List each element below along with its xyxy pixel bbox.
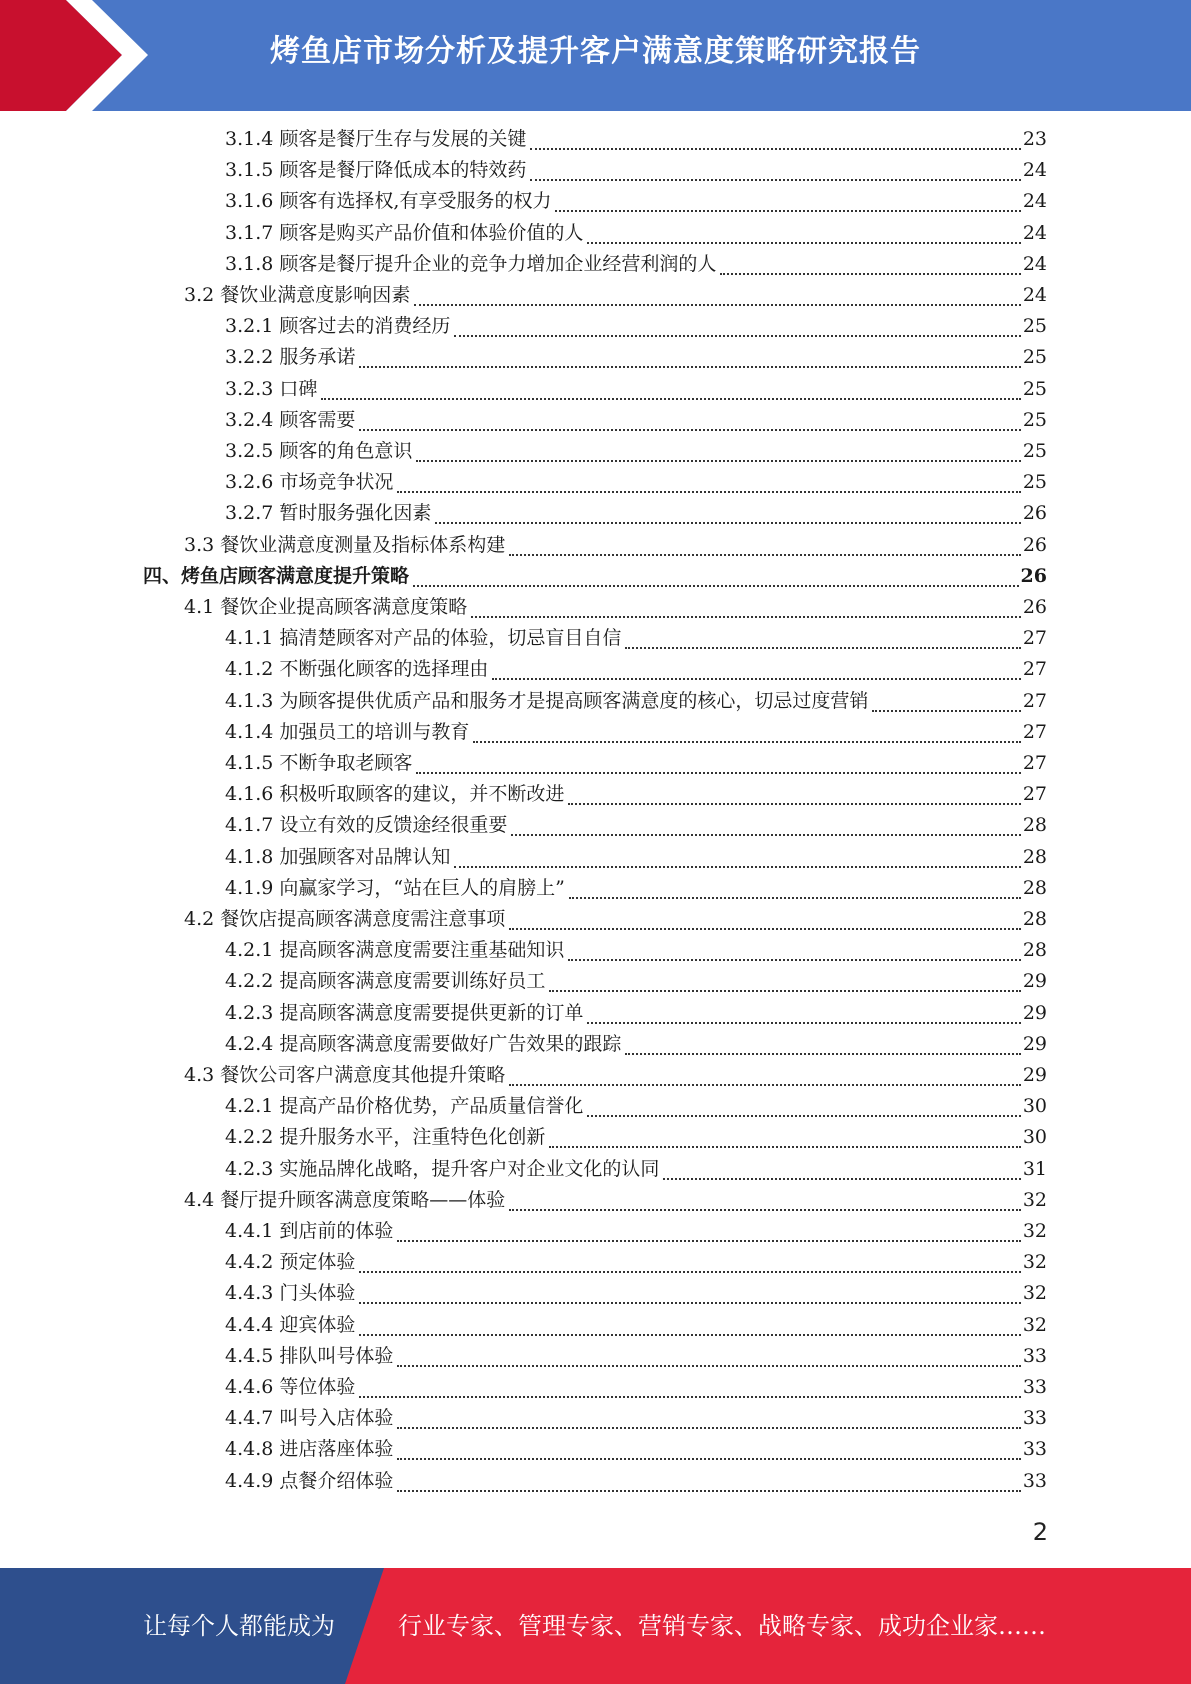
toc-leader-dots [569,897,1021,899]
toc-entry-number: 4.4.6 [225,1376,274,1398]
toc-entry-title [225,218,587,249]
toc-entry-label: 餐饮业满意度测量及指标体系构建 [220,534,506,556]
toc-leader-dots [568,803,1020,805]
toc-entry-page: 28 [1022,908,1047,930]
toc-entry-page: 27 [1022,658,1047,680]
toc-entry-label: 等位体验 [279,1376,356,1398]
toc-entry-number: 3.2.2 [225,346,274,368]
toc-entry-title [225,1341,397,1372]
toc-entry[interactable] [225,998,1047,1029]
toc-entry[interactable] [225,249,1047,280]
toc-leader-dots [414,304,1021,306]
toc-entry-page: 27 [1022,752,1047,774]
toc-entry-number: 4.4.4 [225,1314,274,1336]
toc-entry[interactable] [225,1247,1047,1278]
toc-leader-dots [359,1396,1020,1398]
toc-leader-dots [509,1084,1021,1086]
toc-entry[interactable] [225,1434,1047,1465]
toc-entry-title [184,1060,509,1091]
toc-entry-number: 3.3 [184,534,215,556]
toc-entry[interactable] [184,1185,1047,1216]
toc-entry-page: 28 [1022,877,1047,899]
toc-entry-title [225,311,454,342]
toc-entry-label: 加强员工的培训与教育 [279,721,470,743]
toc-leader-dots [625,1053,1020,1055]
toc-entry-title [225,1029,625,1060]
toc-entry-page: 27 [1022,627,1047,649]
toc-leader-dots [435,522,1020,524]
toc-entry-title [225,342,359,373]
toc-leader-dots [511,834,1020,836]
toc-entry-number: 4.1 [184,596,215,618]
toc-entry[interactable] [225,311,1047,342]
toc-entry-page: 25 [1022,440,1047,462]
toc-leader-dots [397,1365,1020,1367]
toc-entry-label: 不断强化顾客的选择理由 [279,658,489,680]
toc-entry-page: 25 [1022,346,1047,368]
toc-entry-page: 27 [1022,721,1047,743]
toc-entry-page: 28 [1022,814,1047,836]
toc-entry-number: 4.1.4 [225,721,274,743]
toc-leader-dots [359,366,1020,368]
toc-entry-label: 提高顾客满意度需要做好广告效果的跟踪 [279,1033,622,1055]
toc-entry-number: 3.2 [184,284,215,306]
toc-entry-number: 4.4.9 [225,1470,274,1492]
toc-entry-label: 提高顾客满意度需要注重基础知识 [279,939,565,961]
toc-entry-page: 26 [1022,534,1047,556]
toc-leader-dots [587,1022,1020,1024]
toc-entry[interactable] [225,1216,1047,1247]
toc-entry[interactable] [225,842,1047,873]
toc-entry-page: 29 [1022,970,1047,992]
toc-entry-page: 24 [1022,284,1047,306]
footer-slogan-right: 行业专家、管理专家、营销专家、战略专家、成功企业家…… [398,1612,1046,1640]
toc-leader-dots [549,1146,1020,1148]
toc-entry-label: 叫号入店体验 [279,1407,394,1429]
footer-slogan-left: 让每个人都能成为 [143,1612,335,1640]
toc-entry-number: 4.1.2 [225,658,274,680]
toc-entry-number: 4.1.7 [225,814,274,836]
toc-entry-title [225,935,568,966]
toc-entry-title [184,904,509,935]
toc-entry[interactable] [225,155,1047,186]
toc-entry-title [225,1278,359,1309]
toc-entry-title [225,748,416,779]
toc-entry-number: 4.1.8 [225,846,274,868]
toc-entry-label: 顾客是餐厅降低成本的特效药 [279,159,527,181]
toc-entry[interactable] [225,873,1047,904]
toc-entry-label: 门头体验 [279,1282,356,1304]
toc-entry-title [225,1372,359,1403]
toc-entry-page: 27 [1022,690,1047,712]
toc-entry-number: 4.3 [184,1064,215,1086]
toc-leader-dots [321,398,1020,400]
toc-entry-page: 29 [1022,1033,1047,1055]
toc-entry-number: 四、 [143,565,182,587]
toc-entry[interactable] [225,405,1047,436]
toc-entry[interactable] [225,1091,1047,1122]
toc-entry-number: 4.4.2 [225,1251,274,1273]
toc-leader-dots [530,179,1020,181]
toc-entry-number: 4.1.3 [225,690,274,712]
toc-leader-dots [509,1209,1021,1211]
toc-leader-dots [492,678,1020,680]
toc-entry-number: 3.2.7 [225,502,274,524]
toc-entry[interactable] [225,654,1047,685]
toc-entry-title [225,1466,397,1497]
toc-entry-number: 4.4.5 [225,1345,274,1367]
toc-entry-title [225,1310,359,1341]
toc-entry-page: 33 [1022,1376,1047,1398]
toc-entry-number: 4.2.3 [225,1158,274,1180]
toc-entry-title [184,280,414,311]
toc-entry-label: 提升服务水平，注重特色化创新 [279,1126,546,1148]
report-title: 烤鱼店市场分析及提升客户满意度策略研究报告 [270,34,921,69]
toc-entry-number: 4.1.6 [225,783,274,805]
toc-entry[interactable] [225,1122,1047,1153]
toc-entry-number: 3.1.4 [225,128,274,150]
toc-entry-label: 提高顾客满意度需要提供更新的订单 [279,1002,584,1024]
toc-entry-number: 4.2.3 [225,1002,274,1024]
toc-entry-title [225,1091,587,1122]
toc-leader-dots [454,335,1020,337]
toc-entry[interactable] [184,904,1047,935]
toc-entry-label: 顾客的角色意识 [279,440,413,462]
toc-leader-dots [359,1302,1020,1304]
toc-leader-dots [471,616,1021,618]
toc-entry-page: 24 [1022,190,1047,212]
toc-entry-title [225,686,872,717]
toc-entry-title [225,1434,397,1465]
toc-entry-label: 提高顾客满意度需要训练好员工 [279,970,546,992]
toc-entry-label: 实施品牌化战略，提升客户对企业文化的认同 [279,1158,660,1180]
toc-entry-label: 餐厅提升顾客满意度策略——体验 [220,1189,506,1211]
page-footer [0,1568,1191,1684]
toc-entry-label: 暂时服务强化因素 [279,502,432,524]
toc-entry-page: 25 [1022,315,1047,337]
toc-entry-label: 餐饮店提高顾客满意度需注意事项 [220,908,506,930]
toc-entry-page: 26 [1022,596,1047,618]
toc-entry-title [225,186,555,217]
toc-entry-title [225,1216,397,1247]
toc-entry-title [225,1403,397,1434]
toc-entry-number: 4.1.5 [225,752,274,774]
toc-entry-number: 4.2.2 [225,970,274,992]
toc-entry[interactable] [225,374,1047,405]
toc-entry[interactable] [184,280,1047,311]
toc-entry[interactable] [225,1403,1047,1434]
toc-leader-dots [720,273,1020,275]
toc-leader-dots [416,460,1020,462]
toc-entry-label: 排队叫号体验 [279,1345,394,1367]
toc-entry-page: 28 [1022,846,1047,868]
toc-entry[interactable] [225,1310,1047,1341]
toc-entry-number: 4.2.1 [225,1095,274,1117]
toc-entry-page: 25 [1022,378,1047,400]
toc-entry[interactable] [225,186,1047,217]
toc-entry-number: 4.2.1 [225,939,274,961]
toc-entry-title [225,405,359,436]
toc-entry-number: 4.4.7 [225,1407,274,1429]
toc-entry-page: 30 [1022,1126,1047,1148]
toc-entry-label: 到店前的体验 [279,1220,394,1242]
toc-entry-page: 33 [1022,1438,1047,1460]
toc-entry-title [225,155,530,186]
toc-entry[interactable] [184,1060,1047,1091]
toc-entry-title [184,592,471,623]
toc-leader-dots [416,772,1020,774]
toc-leader-dots [549,990,1020,992]
toc-entry-number: 4.4.1 [225,1220,274,1242]
toc-leader-dots [397,491,1020,493]
toc-leader-dots [509,554,1021,556]
toc-entry-label: 向赢家学习，“站在巨人的肩膀上” [279,877,565,899]
toc-entry-label: 顾客是购买产品价值和体验价值的人 [279,222,584,244]
toc-entry-page: 30 [1022,1095,1047,1117]
toc-entry-label: 烤鱼店顾客满意度提升策略 [181,565,410,587]
toc-entry[interactable] [225,1278,1047,1309]
toc-entry-label: 口碑 [279,378,318,400]
toc-entry-label: 设立有效的反馈途经很重要 [279,814,508,836]
toc-entry-label: 预定体验 [279,1251,356,1273]
toc-entry-title [225,842,454,873]
toc-entry-number: 4.4 [184,1189,215,1211]
toc-entry[interactable] [225,1029,1047,1060]
toc-entry-page: 26 [1022,502,1047,524]
toc-entry-label: 进店落座体验 [279,1438,394,1460]
toc-entry-title [225,623,625,654]
toc-entry-label: 市场竞争状况 [279,471,394,493]
toc-entry-label: 顾客有选择权,有享受服务的权力 [279,190,552,212]
toc-entry[interactable] [225,717,1047,748]
toc-leader-dots [397,1427,1020,1429]
page-header [0,0,1191,111]
toc-leader-dots [625,647,1020,649]
toc-entry-title [225,436,416,467]
toc-entry-page: 32 [1022,1282,1047,1304]
toc-entry-title [225,1122,549,1153]
toc-entry-title [225,374,321,405]
toc-entry-label: 不断争取老顾客 [279,752,413,774]
toc-leader-dots [568,959,1020,961]
toc-entry-page: 33 [1022,1345,1047,1367]
toc-entry-number: 3.1.7 [225,222,274,244]
toc-entry-page: 32 [1022,1220,1047,1242]
toc-entry-title [143,561,413,592]
toc-entry[interactable] [225,1372,1047,1403]
toc-leader-dots [587,242,1020,244]
toc-entry-number: 4.2.2 [225,1126,274,1148]
toc-leader-dots [359,1334,1020,1336]
toc-entry-page: 25 [1022,409,1047,431]
toc-entry-title [225,873,569,904]
toc-entry-number: 3.2.3 [225,378,274,400]
toc-entry[interactable] [184,592,1047,623]
toc-leader-dots [663,1178,1020,1180]
toc-entry-title [225,717,473,748]
toc-entry-number: 4.1.1 [225,627,274,649]
toc-entry[interactable] [225,436,1047,467]
toc-leader-dots [413,585,1019,587]
toc-entry-page: 33 [1022,1470,1047,1492]
toc-entry-label: 顾客是餐厅提升企业的竞争力增加企业经营利润的人 [279,253,717,275]
toc-entry-number: 4.2 [184,908,215,930]
toc-entry[interactable] [225,966,1047,997]
toc-entry-title [225,810,511,841]
toc-entry-page: 33 [1022,1407,1047,1429]
toc-entry-title [225,498,435,529]
toc-entry-title [225,467,397,498]
toc-entry-label: 积极听取顾客的建议，并不断改进 [279,783,565,805]
toc-leader-dots [872,710,1020,712]
toc-entry-label: 餐饮企业提高顾客满意度策略 [220,596,468,618]
toc-entry-title [225,998,587,1029]
toc-entry-title [225,249,720,280]
toc-leader-dots [473,741,1020,743]
toc-entry[interactable] [184,530,1047,561]
toc-entry-page: 31 [1022,1158,1047,1180]
toc-entry-page: 27 [1022,783,1047,805]
toc-entry-label: 顾客是餐厅生存与发展的关键 [279,128,527,150]
toc-entry-label: 服务承诺 [279,346,356,368]
toc-entry-title [184,530,509,561]
toc-leader-dots [587,1115,1020,1117]
toc-entry[interactable] [225,623,1047,654]
toc-leader-dots [359,1271,1020,1273]
toc-entry-label: 顾客过去的消费经历 [279,315,451,337]
toc-entry-page: 29 [1022,1002,1047,1024]
toc-entry-title [184,1185,509,1216]
toc-entry-number: 4.1.9 [225,877,274,899]
header-arrow-graphic [0,0,160,111]
toc-leader-dots [359,429,1020,431]
toc-entry-number: 3.2.1 [225,315,274,337]
toc-entry-page: 29 [1022,1064,1047,1086]
page-number: 2 [1032,1518,1048,1546]
toc-entry[interactable] [225,467,1047,498]
toc-entry-page: 32 [1022,1251,1047,1273]
toc-entry-label: 餐饮业满意度影响因素 [220,284,411,306]
toc-entry-number: 3.1.8 [225,253,274,275]
toc-entry-page: 23 [1022,128,1047,150]
toc-leader-dots [530,148,1020,150]
toc-entry-page: 28 [1022,939,1047,961]
toc-entry-label: 搞清楚顾客对产品的体验，切忌盲目自信 [279,627,622,649]
toc-entry-number: 4.4.3 [225,1282,274,1304]
toc-entry-number: 3.1.5 [225,159,274,181]
toc-entry-number: 4.2.4 [225,1033,274,1055]
toc-entry-page: 24 [1022,253,1047,275]
toc-entry-number: 3.2.4 [225,409,274,431]
toc-entry[interactable] [143,561,1047,592]
toc-entry-page: 24 [1022,159,1047,181]
toc-leader-dots [454,866,1020,868]
toc-entry[interactable] [225,748,1047,779]
toc-entry[interactable] [225,124,1047,155]
toc-leader-dots [397,1458,1020,1460]
toc-entry[interactable] [225,810,1047,841]
toc-entry[interactable] [225,498,1047,529]
toc-entry-label: 为顾客提供优质产品和服务才是提高顾客满意度的核心，切忌过度营销 [279,690,869,712]
toc-entry[interactable] [225,779,1047,810]
toc-entry[interactable] [225,935,1047,966]
toc-entry[interactable] [225,342,1047,373]
toc-entry-title [225,1247,359,1278]
toc-entry-title [225,1154,663,1185]
toc-leader-dots [509,928,1021,930]
toc-entry-page: 25 [1022,471,1047,493]
toc-entry-title [225,654,492,685]
toc-entry-label: 提高产品价格优势，产品质量信誉化 [279,1095,584,1117]
toc-entry-page: 32 [1022,1189,1047,1211]
toc-entry-label: 加强顾客对品牌认知 [279,846,451,868]
toc-entry-page: 32 [1022,1314,1047,1336]
toc-entry-label: 点餐介绍体验 [279,1470,394,1492]
toc-entry-number: 3.2.6 [225,471,274,493]
toc-entry-number: 3.1.6 [225,190,274,212]
toc-leader-dots [555,210,1020,212]
toc-entry[interactable] [225,686,1047,717]
toc-entry[interactable] [225,1341,1047,1372]
toc-entry-page: 24 [1022,222,1047,244]
toc-entry[interactable] [225,218,1047,249]
toc-entry[interactable] [225,1154,1047,1185]
toc-entry-title [225,124,530,155]
toc-entry-label: 顾客需要 [279,409,356,431]
toc-entry-page: 26 [1020,565,1047,587]
toc-entry-number: 3.2.5 [225,440,274,462]
toc-leader-dots [397,1240,1020,1242]
toc-entry-title [225,779,568,810]
toc-leader-dots [397,1490,1020,1492]
toc-entry-title [225,966,549,997]
toc-entry-number: 4.4.8 [225,1438,274,1460]
toc-entry-label: 迎宾体验 [279,1314,356,1336]
toc-entry-label: 餐饮公司客户满意度其他提升策略 [220,1064,506,1086]
toc-entry[interactable] [225,1466,1047,1497]
